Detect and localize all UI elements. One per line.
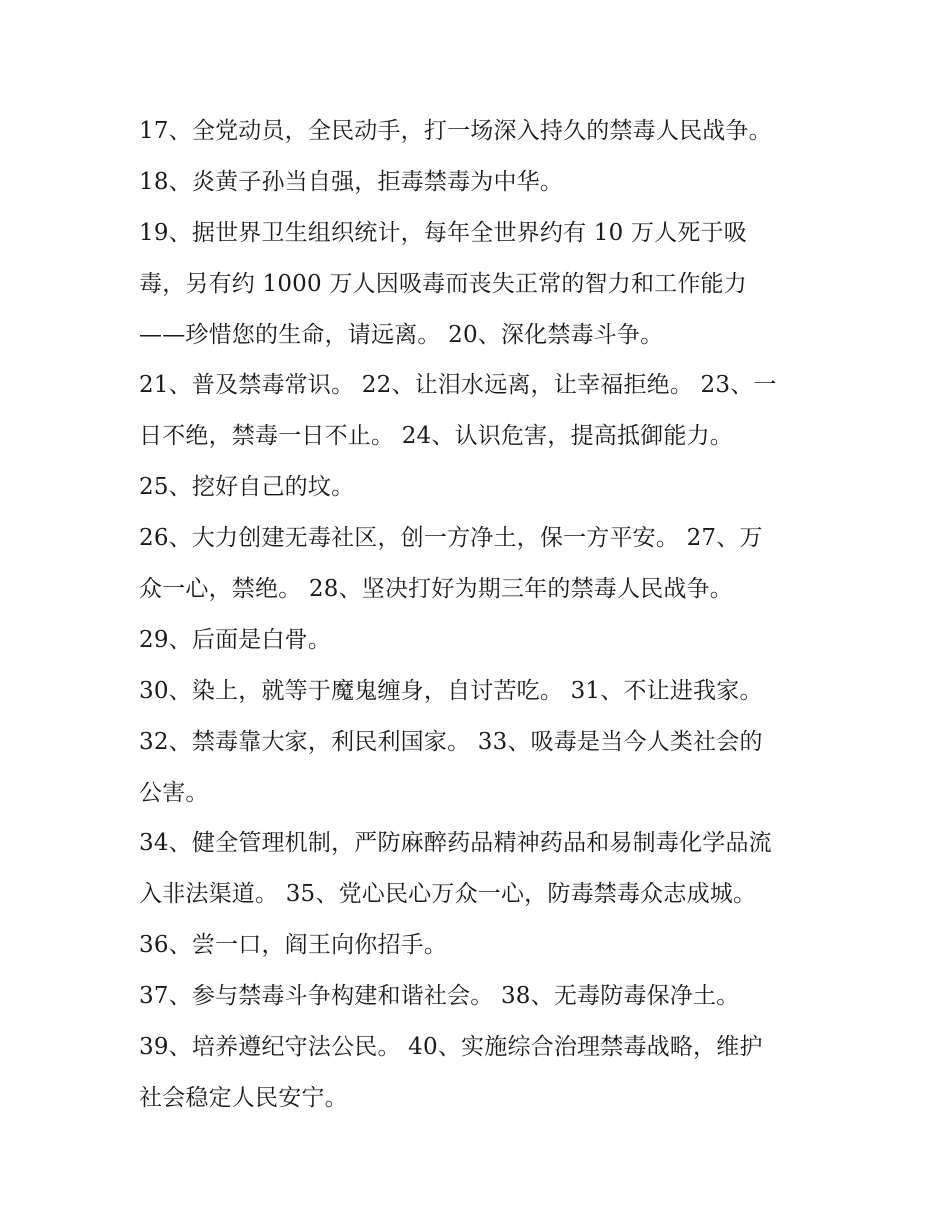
text-body — [139, 106, 829, 1124]
text-line: 毒，另有约 1000 万人因吸毒而丧失正常的智力和工作能力 — [139, 270, 747, 297]
text-line: 39、培养遵纪守法公民。 40、实施综合治理禁毒战略，维护 — [139, 1034, 763, 1061]
text-line: 众一心，禁绝。 28、坚决打好为期三年的禁毒人民战争。 — [139, 576, 733, 603]
text-line: 18、炎黄子孙当自强，拒毒禁毒为中华。 — [139, 168, 564, 195]
text-line: 29、后面是白骨。 — [139, 626, 332, 653]
text-line: 21、普及禁毒常识。 22、让泪水远离，让幸福拒绝。 23、一 — [139, 372, 777, 399]
text-line: 25、挖好自己的坟。 — [139, 474, 355, 501]
text-line: 入非法渠道。 35、党心民心万众一心，防毒禁毒众志成城。 — [139, 881, 757, 908]
text-line: 34、健全管理机制，严防麻醉药品精神药品和易制毒化学品流 — [139, 830, 772, 857]
text-line: 36、尝一口，阎王向你招手。 — [139, 932, 448, 959]
text-line: ——珍惜您的生命，请远离。 20、深化禁毒斗争。 — [139, 321, 664, 348]
text-line: 19、据世界卫生组织统计，每年全世界约有 10 万人死于吸 — [139, 219, 747, 246]
text-line: 30、染上，就等于魔鬼缠身，自讨苦吃。 31、不让进我家。 — [139, 677, 763, 704]
text-line: 社会稳定人民安宁。 — [139, 1084, 348, 1111]
text-line: 32、禁毒靠大家，利民利国家。 33、吸毒是当今人类社会的 — [139, 728, 763, 755]
text-line: 17、全党动员，全民动手，打一场深入持久的禁毒人民战争。 — [139, 118, 772, 144]
text-line: 26、大力创建无毒社区，创一方净土，保一方平安。 27、万 — [139, 525, 763, 552]
text-line: 37、参与禁毒斗争构建和谐社会。 38、无毒防毒保净土。 — [139, 983, 740, 1010]
text-line: 公害。 — [139, 779, 209, 806]
text-line: 日不绝，禁毒一日不止。 24、认识危害，提高抵御能力。 — [139, 423, 733, 450]
